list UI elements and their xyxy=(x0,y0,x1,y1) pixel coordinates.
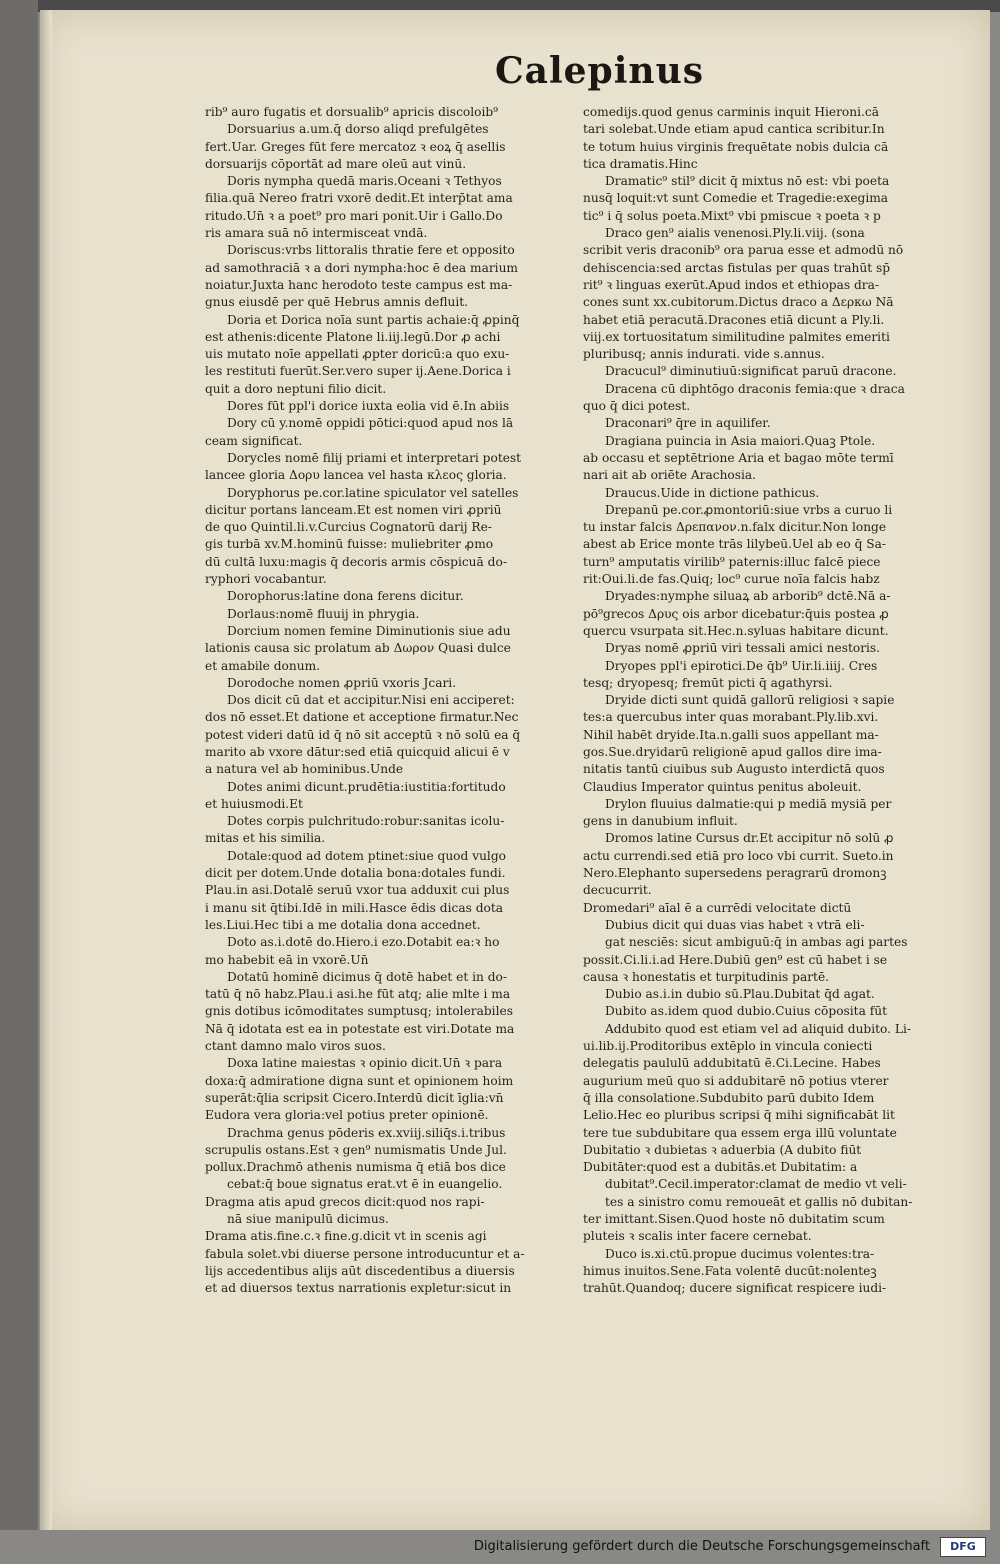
left-column xyxy=(205,104,590,1297)
text-line: Dotes animi dicunt.prudētia:iustitia:fortitudo xyxy=(227,779,506,794)
text-line: ctant damno malo viros suos. xyxy=(205,1039,386,1054)
text-line: Drama atis.fine.c.ꝛ fine.g.dicit vt in scenis agi xyxy=(205,1229,487,1244)
text-line: Dubitatio ꝛ dubietas ꝛ aduerbia (A dubito fiūt xyxy=(583,1142,862,1157)
text-line: ceam significat. xyxy=(205,433,303,448)
text-line: Dramatic⁹ stil⁹ dicit q̄ mixtus nō est: vbi poeta xyxy=(605,174,890,189)
text-line: dubitat⁹.Cecil.imperator:clamat de medio vt veli- xyxy=(605,1177,907,1192)
text-line: tes:a quercubus inter quas morabant.Ply.lib.xvi. xyxy=(583,710,879,725)
text-line: Doxa latine maiestas ꝛ opinio dicit.Un̄ ꝛ para xyxy=(227,1056,503,1071)
text-line: Dryades:nymphe siluaꝝ ab arborib⁹ dctē.Nā a- xyxy=(605,589,891,604)
text-line: quit a doro neptuni filio dicit. xyxy=(205,381,387,396)
text-line: Dubius dicit qui duas vias habet ꝛ vtrā eli- xyxy=(605,917,865,932)
text-line: nari ait ab oriēte Arachosia. xyxy=(583,468,757,483)
text-line: Doria et Dorica noīa sunt partis achaie:q̄ ꝓpinq̄ xyxy=(227,312,520,327)
text-line: ritudo.Un̄ ꝛ a poet⁹ pro mari ponit.Uir i Gallo.Do xyxy=(205,208,503,223)
text-line: superāt:q̄lia scripsit Cicero.Interdū dicit īglia:vn̄ xyxy=(205,1090,504,1105)
text-line: Dores fūt ppl'i dorice iuxta eolia vid ē.In abiis xyxy=(227,399,510,414)
text-line: Claudius Imperator quintus penitus aboleuit. xyxy=(583,779,862,794)
text-line: turn⁹ amputatis virilib⁹ paternis:illuc falcē piece xyxy=(583,554,881,569)
text-line: est athenis:dicente Platone li.iij.legū.Dor ꝓ achi xyxy=(205,329,501,344)
text-line: rit:Oui.li.de fas.Quiq; loc⁹ curue noīa falcis habz xyxy=(583,572,880,587)
text-line: quercu vsurpata sit.Hec.n.syluas habitare dicunt. xyxy=(583,623,889,638)
text-line: tu instar falcis Δρεπανον.n.falx dicitur.Non longe xyxy=(583,520,887,535)
text-line: Plau.in asi.Dotalē seruū vxor tua adduxit cui plus xyxy=(205,883,510,898)
text-line: de quo Quintil.li.v.Curcius Cognatorū darij Re- xyxy=(205,520,492,535)
text-line: Drachma genus pōderis ex.xviij.siliq̄s.i.tribus xyxy=(227,1125,506,1140)
text-line: dicit per dotem.Unde dotalia bona:dotales fundi. xyxy=(205,866,506,881)
text-line: pluribusq; annis indurati. vide s.annus. xyxy=(583,347,825,362)
text-line: Dryas nomē ꝓpriū viri tessali amici nestoris. xyxy=(605,641,881,656)
text-line: et ad diuersos textus narrationis expletur:sicut in xyxy=(205,1281,512,1296)
text-line: Dorsuarius a.um.q̄ dorso aliqd prefulgētes xyxy=(227,122,489,137)
text-line: Draco gen⁹ aialis venenosi.Ply.li.viij. (sona xyxy=(605,226,865,241)
text-line: nā siue manipulū dicimus. xyxy=(227,1212,389,1226)
text-line: Dory cū y.nomē oppidi pōtici:quod apud nos lā xyxy=(227,416,514,431)
page-gutter xyxy=(40,10,52,1530)
text-line: Dromedari⁹ aīal ē a currēdi velocitate dictū xyxy=(583,900,852,915)
text-line: Draucus.Uide in dictione pathicus. xyxy=(605,485,820,500)
text-line: tatū q̄ nō habz.Plau.i asi.he fūt atq; alie mlte i ma xyxy=(205,987,511,1002)
text-line: actu currendi.sed etiā pro loco vbi currit. Sueto.in xyxy=(583,848,894,863)
text-line: Dotes corpis pulchritudo:robur:sanitas icolu- xyxy=(227,814,505,829)
text-line: pō⁹grecos Δρυς ois arbor dicebatur:q̄uis postea ꝓ xyxy=(583,606,889,621)
running-head: Calepinus xyxy=(495,50,705,92)
text-line: tes a sinistro comu remoueāt et gallis nō dubitan- xyxy=(605,1194,913,1209)
text-line: Duco is.xi.ctū.propue ducimus volentes:tra- xyxy=(605,1246,875,1261)
text-line: dū cultā luxu:magis q̄ decoris armis cōspicuā do- xyxy=(205,554,507,569)
text-line: doxa:q̄ admiratione digna sunt et opinionem hoim xyxy=(205,1073,514,1088)
text-line: habet etiā peracutā.Dracones etiā dicunt a Ply.li. xyxy=(583,312,885,327)
text-line: Dromos latine Cursus dr.Et accipitur nō solū ꝓ xyxy=(605,831,894,846)
text-line: scrupulis ostans.Est ꝛ gen⁹ numismatis Unde Jul. xyxy=(205,1142,507,1157)
text-line: ui.lib.ij.Proditoribus extēplo in vincula coniecti xyxy=(583,1039,873,1054)
text-line: Doriscus:vrbs littoralis thratie fere et opposito xyxy=(227,243,515,258)
right-column xyxy=(583,104,958,1297)
text-line: trahūt.Quandoq; ducere significat respicere iudi- xyxy=(583,1281,887,1296)
text-line: tari solebat.Unde etiam apud cantica scribitur.In xyxy=(583,122,885,137)
text-line: Doris nympha quedā maris.Oceani ꝛ Tethyos xyxy=(227,174,502,189)
text-line: tesq; dryopesq; fremūt picti q̄ agathyrsi. xyxy=(583,675,833,690)
text-line: rib⁹ auro fugatis et dorsualib⁹ apricis discoloib⁹ xyxy=(205,105,499,119)
text-line: Dracena cū diphtōgo draconis femia:que ꝛ draca xyxy=(605,381,905,396)
text-line: Dracucul⁹ diminutiuū:significat paruū dracone. xyxy=(605,364,897,379)
text-line: te totum huius virginis frequētate nobis dulcia cā xyxy=(583,139,889,154)
text-line: Dragiana puincia in Asia maiori.Quaꝫ Ptole. xyxy=(605,433,876,448)
text-line: Dorlaus:nomē fluuij in phrygia. xyxy=(227,606,420,621)
text-line: Drylon fluuius dalmatie:qui p mediā mysiā per xyxy=(605,796,892,811)
text-line: Dubio as.i.in dubio sū.Plau.Dubitat q̄d agat. xyxy=(605,987,875,1002)
text-line: gnis dotibus icōmoditates sumptusq; intolerabiles xyxy=(205,1004,513,1019)
text-line: Dryopes ppl'i epirotici.De q̄b⁹ Uir.li.iiij. Cres xyxy=(605,658,878,673)
text-line: Dubitāter:quod est a dubitās.et Dubitatim: a xyxy=(583,1160,858,1175)
text-line: tica dramatis.Hinc xyxy=(583,156,698,171)
text-line: fert.Uar. Greges fūt fere mercatoz ꝛ eoꝝ q̄ asellis xyxy=(205,139,506,154)
text-line: abest ab Erice monte trās lilybeū.Uel ab eo q̄ Sa- xyxy=(583,537,886,552)
text-line: Dotatū hominē dicimus q̄ dotē habet et in do- xyxy=(227,969,507,984)
text-line: cones sunt xx.cubitorum.Dictus draco a Δερκω Nā xyxy=(583,295,894,310)
text-line: gis turbā xv.M.hominū fuisse: muliebriter ꝓmo xyxy=(205,537,494,552)
text-line: dorsuarijs cōportāt ad mare oleū aut vinū. xyxy=(205,156,467,171)
text-line: lancee gloria Δορυ lancea vel hasta κλεος gloria. xyxy=(205,468,507,483)
text-line: pluteis ꝛ scalis inter facere cernebat. xyxy=(583,1229,812,1244)
text-line: decucurrit. xyxy=(583,883,652,898)
text-line: fabula solet.vbi diuerse persone introducuntur et a- xyxy=(205,1246,525,1261)
text-line: et huiusmodi.Et xyxy=(205,796,303,811)
text-line: nitatis tantū ciuibus sub Augusto interdictā quos xyxy=(583,762,885,777)
footer-bar xyxy=(0,1530,1000,1564)
text-line: Dragma atis apud grecos dicit:quod nos rapi- xyxy=(205,1194,485,1209)
text-line: potest videri datū id q̄ nō sit acceptū ꝛ nō solū ea q̄ xyxy=(205,727,521,742)
text-line: mitas et his similia. xyxy=(205,831,326,846)
text-line: ad samothraciā ꝛ a dori nympha:hoc ē dea marium xyxy=(205,260,518,275)
text-line: possit.Ci.li.i.ad Here.Dubiū gen⁹ est cū habet i se xyxy=(583,952,888,967)
text-line: tic⁹ i q̄ solus poeta.Mixt⁹ vbi pmiscue ꝛ poeta ꝛ p xyxy=(583,208,881,223)
text-line: Addubito quod est etiam vel ad aliquid dubito. Li- xyxy=(605,1021,911,1036)
text-line: ryphori vocabantur. xyxy=(205,572,327,587)
text-line: Nihil habēt dryide.Ita.n.galli suos appellant ma- xyxy=(583,727,879,742)
text-line: comedijs.quod genus carminis inquit Hieroni.cā xyxy=(583,105,879,119)
text-line: pollux.Drachmō athenis numisma q̄ etiā bos dice xyxy=(205,1160,506,1175)
text-line: causa ꝛ honestatis et turpitudinis partē. xyxy=(583,969,830,984)
text-line: Lelio.Hec eo pluribus scripsi q̄ mihi significabāt lit xyxy=(583,1108,895,1123)
text-line: Doryphorus pe.cor.latine spiculator vel satelles xyxy=(227,485,519,500)
text-line: et amabile donum. xyxy=(205,658,321,673)
text-line: Draconari⁹ q̄re in aquilifer. xyxy=(605,416,771,431)
text-line: Dorycles nomē filij priami et interpretari potest xyxy=(227,450,522,465)
text-line: gnus eiusdē per quē Hebrus amnis defluit. xyxy=(205,295,468,310)
text-line: scribit veris draconib⁹ ora parua esse et admodū nō xyxy=(583,243,904,258)
text-line: lationis causa sic prolatum ab Δωρον Quasi dulce xyxy=(205,641,511,656)
text-line: lijs accedentibus alijs aūt discedentibus a diuersis xyxy=(205,1263,515,1278)
dfg-logo: DFG xyxy=(940,1537,986,1557)
text-line: Dryide dicti sunt quidā gallorū religiosi ꝛ sapie xyxy=(605,693,895,708)
text-line: Doto as.i.dotē do.Hiero.i ezo.Dotabit ea:ꝛ ho xyxy=(227,935,500,950)
text-line: mo habebit eā in vxorē.Un̄ xyxy=(205,952,369,967)
text-line: a natura vel ab hominibus.Unde xyxy=(205,762,404,777)
text-line: rit⁹ ꝛ linguas exerūt.Apud indos et ethiopas dra- xyxy=(583,277,879,292)
text-line: i manu sit q̄tibi.Idē in mili.Hasce ēdis dicas dota xyxy=(205,900,504,915)
text-line: gat nesciēs: sicut ambiguū:q̄ in ambas agi partes xyxy=(605,935,908,950)
text-line: Drepanū pe.cor.ꝓmontoriū:siue vrbs a curuo li xyxy=(605,502,893,517)
text-line: Dorcium nomen femine Diminutionis siue adu xyxy=(227,623,511,638)
text-line: q̄ illa consolatione.Subdubito parū dubito Idem xyxy=(583,1090,875,1105)
text-line: nusq̄ loquit:vt sunt Comedie et Tragedie:exegima xyxy=(583,191,889,206)
text-line: himus inuitos.Sene.Fata volentē ducūt:nolenteꝫ xyxy=(583,1263,877,1278)
text-line: les restituti fuerūt.Ser.vero super ij.Aene.Dorica i xyxy=(205,364,511,379)
footer-text: Digitalisierung gefördert durch die Deutsche Forschungsgemeinschaft xyxy=(473,1539,930,1554)
text-line: noiatur.Juxta hanc herodoto teste campus est ma- xyxy=(205,277,513,292)
text-line: Dotale:quod ad dotem ptinet:siue quod vulgo xyxy=(227,848,506,863)
text-line: marito ab vxore dātur:sed etiā quicquid alicui ē v xyxy=(205,744,510,759)
text-line: delegatis paululū addubitatū ē.Ci.Lecine. Habes xyxy=(583,1056,881,1071)
text-line: ris amara suā nō intermisceat vndā. xyxy=(205,226,428,241)
text-line: viij.ex tortuositatum similitudine palmites emeriti xyxy=(583,329,890,344)
text-line: Dos dicit cū dat et accipitur.Nisi eni acciperet: xyxy=(227,693,515,708)
text-line: cebat:q̄ boue signatus erat.vt ē in euangelio. xyxy=(227,1177,503,1192)
text-line: Nā q̄ idotata est ea in potestate est viri.Dotate ma xyxy=(205,1021,515,1036)
text-line: dicitur portans lanceam.Et est nomen viri ꝓpriū xyxy=(205,502,502,517)
scan-border-left xyxy=(0,0,38,1564)
text-line: ab occasu et septētrione Aria et bagao mōte termī xyxy=(583,450,894,465)
text-line: Dorophorus:latine dona ferens dicitur. xyxy=(227,589,464,604)
text-line: gens in danubium influit. xyxy=(583,814,738,829)
text-line: dehiscencia:sed arctas fistulas per quas trahūt sp̄ xyxy=(583,260,891,275)
text-line: tere tue subdubitare qua essem erga illū voluntate xyxy=(583,1125,897,1140)
text-line: gos.Sue.dryidarū religionē apud gallos dire ima- xyxy=(583,744,882,759)
text-line: Nero.Elephanto supersedens peragrarū dromonꝫ xyxy=(583,866,887,881)
text-line: Dubito as.idem quod dubio.Cuius cōposita fūt xyxy=(605,1004,887,1019)
text-line: filia.quā Nereo fratri vxorē dedit.Et interp̄tat ama xyxy=(205,191,513,206)
text-line: augurium meū quo si addubitarē nō potius vterer xyxy=(583,1073,889,1088)
text-line: uis mutato noīe appellati ꝓpter doricū:a quo exu- xyxy=(205,347,510,362)
text-line: dos nō esset.Et datione et acceptione firmatur.Nec xyxy=(205,710,519,725)
text-line: ter imittant.Sisen.Quod hoste nō dubitatim scum xyxy=(583,1212,885,1226)
text-line: quo q̄ dici potest. xyxy=(583,399,691,414)
text-line: les.Liui.Hec tibi a me dotalia dona accednet. xyxy=(205,917,481,932)
text-line: Dorodoche nomen ꝓpriū vxoris Jcari. xyxy=(227,675,457,690)
text-line: Eudora vera gloria:vel potius preter opinionē. xyxy=(205,1108,489,1123)
